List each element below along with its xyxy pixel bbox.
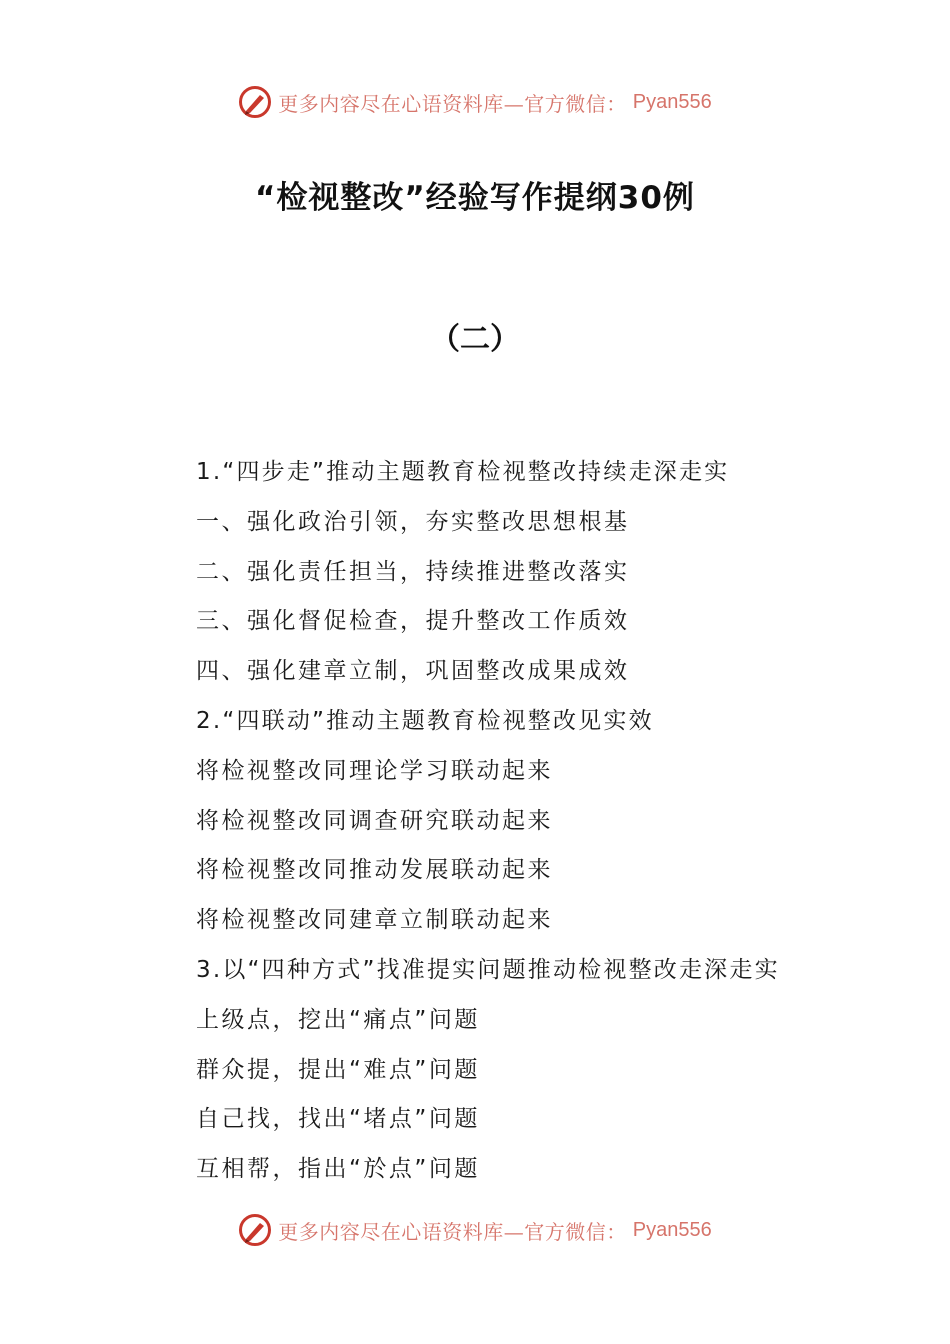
- outline-heading: 3.以“四种方式”找准提实问题推动检视整改走深走实: [196, 956, 780, 983]
- outline-item: 一、强化政治引领，夯实整改思想根基: [196, 508, 630, 535]
- outline-item: 自己找，找出“堵点”问题: [196, 1106, 480, 1133]
- pen-logo-icon: [238, 85, 272, 119]
- outline-heading: 1.“四步走”推动主题教育检视整改持续走深走实: [196, 459, 730, 485]
- outline-item: 上级点，挖出“痛点”问题: [196, 1006, 480, 1033]
- pen-logo-icon: [238, 1213, 272, 1247]
- outline-item: 将检视整改同调查研究联动起来: [196, 807, 553, 834]
- outline-item: 三、强化督促检查，提升整改工作质效: [196, 608, 630, 635]
- outline-item: 将检视整改同理论学习联动起来: [196, 757, 553, 784]
- outline-item: 互相帮，指出“於点”问题: [196, 1156, 480, 1183]
- document-subtitle: （二）: [430, 322, 520, 357]
- header-watermark: [0, 84, 950, 120]
- watermark-handle: Pyan556: [632, 1218, 712, 1241]
- outline-item: 将检视整改同推动发展联动起来: [196, 857, 553, 884]
- outline-heading: 2.“四联动”推动主题教育检视整改见实效: [196, 707, 654, 734]
- document-title: “检视整改”经验写作提纲30例: [255, 180, 695, 216]
- watermark-text: 更多内容尽在心语资料库—官方微信：: [278, 91, 627, 116]
- watermark-handle: Pyan556: [632, 90, 712, 113]
- outline-content: [196, 448, 836, 1195]
- outline-item: 群众提，提出“难点”问题: [196, 1056, 480, 1083]
- footer-watermark: [0, 1212, 950, 1248]
- outline-item: 二、强化责任担当，持续推进整改落实: [196, 558, 630, 585]
- outline-item: 将检视整改同建章立制联动起来: [196, 907, 553, 934]
- watermark-text: 更多内容尽在心语资料库—官方微信：: [278, 1219, 627, 1244]
- outline-item: 四、强化建章立制，巩固整改成果成效: [196, 658, 630, 685]
